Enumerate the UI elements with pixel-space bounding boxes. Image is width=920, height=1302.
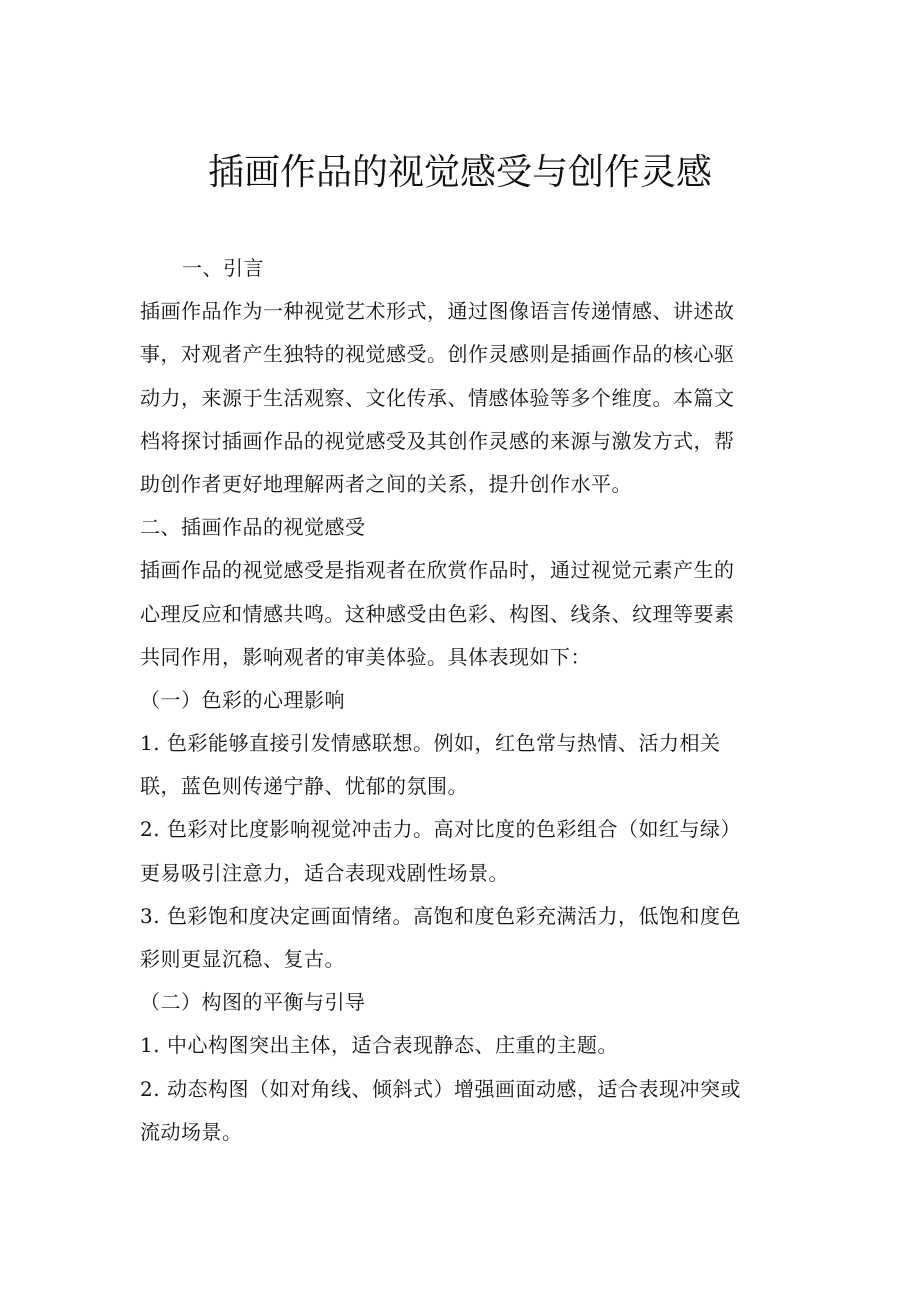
document-title: 插画作品的视觉感受与创作灵感	[207, 152, 712, 193]
paragraph-line: 共同作用，影响观者的审美体验。具体表现如下：	[140, 644, 591, 669]
subsection-heading-composition: （二）构图的平衡与引导	[140, 990, 366, 1015]
paragraph-line: 插画作品作为一种视觉艺术形式，通过图像语言传递情感、讲述故	[140, 299, 735, 324]
section-heading-visual-perception: 二、插画作品的视觉感受	[140, 515, 366, 540]
paragraph-line: 插画作品的视觉感受是指观者在欣赏作品时，通过视觉元素产生的	[140, 558, 735, 583]
paragraph-line: 事，对观者产生独特的视觉感受。创作灵感则是插画作品的核心驱	[140, 342, 735, 367]
paragraph-line: 档将探讨插画作品的视觉感受及其创作灵感的来源与激发方式，帮	[140, 428, 735, 453]
section-heading-introduction: 一、引言	[182, 256, 264, 280]
paragraph-line: 助创作者更好地理解两者之间的关系，提升创作水平。	[140, 471, 632, 496]
paragraph-line: 动力，来源于生活观察、文化传承、情感体验等多个维度。本篇文	[140, 385, 735, 410]
subsection-heading-color: （一）色彩的心理影响	[140, 687, 345, 712]
list-item-line: 1. 中心构图突出主体，适合表现静态、庄重的主题。	[140, 1033, 618, 1058]
list-item-line: 3. 色彩饱和度决定画面情绪。高饱和度色彩充满活力，低饱和度色	[140, 903, 741, 928]
list-item-line: 流动场景。	[140, 1119, 243, 1144]
list-item-line: 更易吸引注意力，适合表现戏剧性场景。	[140, 860, 509, 885]
document-body	[140, 247, 780, 1154]
list-item-line: 彩则更显沉稳、复古。	[140, 947, 345, 971]
list-item-line: 联，蓝色则传递宁静、忧郁的氛围。	[140, 774, 468, 799]
list-item-line: 2. 动态构图（如对角线、倾斜式）增强画面动感，适合表现冲突或	[140, 1076, 741, 1101]
paragraph-line: 心理反应和情感共鸣。这种感受由色彩、构图、线条、纹理等要素	[140, 601, 735, 626]
list-item-line: 1. 色彩能够直接引发情感联想。例如，红色常与热情、活力相关	[140, 731, 721, 756]
list-item-line: 2. 色彩对比度影响视觉冲击力。高对比度的色彩组合（如红与绿）	[140, 817, 741, 842]
